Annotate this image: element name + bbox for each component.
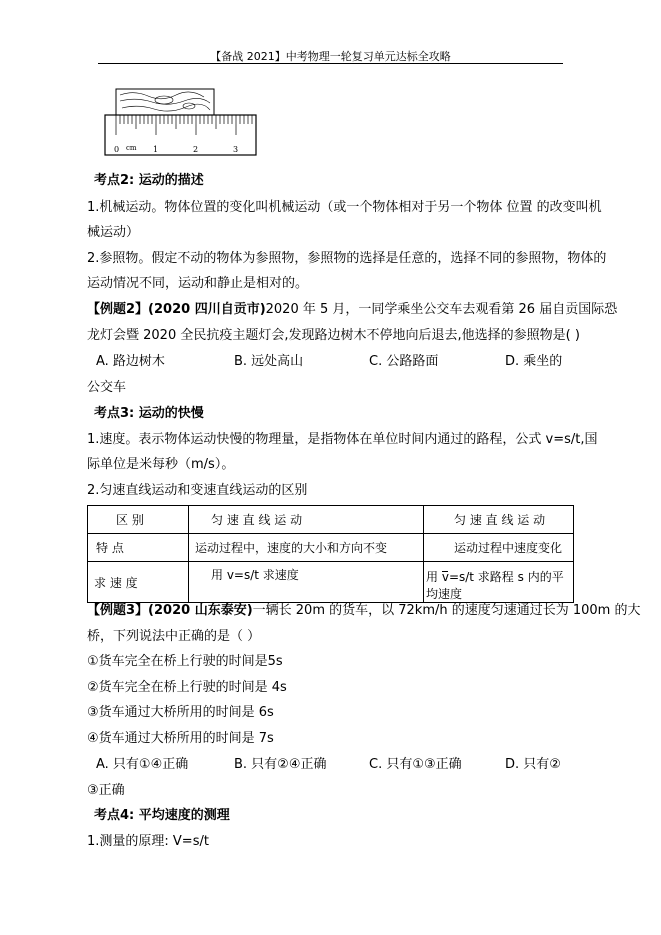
- example-3-text1: 一辆长 20m 的货车，以 72km/h 的速度匀速通过长为 100m 的大: [252, 603, 641, 618]
- example-2-option-a: A. 路边树木: [96, 354, 165, 369]
- table-row: [88, 562, 574, 603]
- table-cell: 求 速 度: [88, 562, 189, 603]
- table-row: [88, 534, 574, 562]
- s4-para1: 1.测量的原理: V=s/t: [87, 834, 209, 849]
- example-2-option-d: D. 乘坐的: [505, 354, 563, 369]
- ruler-label-3: 3: [233, 145, 239, 154]
- section-2-heading: 考点2: 运动的描述: [94, 173, 204, 188]
- ruler-unit: cm: [126, 144, 137, 152]
- ruler-label-2: 2: [193, 145, 199, 154]
- section-4-heading: 考点4: 平均速度的测理: [94, 808, 230, 823]
- example-3-line1: [87, 603, 640, 619]
- list-item: ④货车通过大桥所用的时间是 7s: [87, 731, 274, 746]
- table-cell: 特 点: [88, 534, 189, 562]
- example-2-option-b: B. 远处高山: [234, 354, 304, 369]
- table-header-cell: 匀 速 直 线 运 动: [424, 506, 574, 534]
- table-cell: 用 v=s/t 求速度: [189, 562, 424, 603]
- ruler-figure: [104, 88, 258, 156]
- table-cell: 运动过程中速度变化: [424, 534, 574, 562]
- list-item: ①货车完全在桥上行驶的时间是5s: [87, 654, 283, 669]
- example-2-option-d-cont: 公交车: [87, 380, 127, 395]
- table-header-cell: 匀 速 直 线 运 动: [189, 506, 424, 534]
- page-header: 【备战 2021】中考物理一轮复习单元达标全攻略: [210, 50, 451, 63]
- ruler-label-0: 0: [114, 145, 120, 154]
- example-2-tag: 【例题2】(2020 四川自贡市): [87, 302, 266, 317]
- ruler: [105, 115, 256, 155]
- table-cell-text: =s/t 求路程 s 内的平均速度: [426, 570, 564, 601]
- ruler-label-1: 1: [153, 145, 159, 154]
- s2-para2-line1: 2.参照物。假定不动的物体为参照物，参照物的选择是任意的，选择不同的参照物，物体的: [87, 251, 607, 266]
- example-3-option-a: A. 只有①④正确: [96, 757, 189, 772]
- table-header-row: [88, 506, 574, 534]
- example-3-option-c: C. 只有①③正确: [369, 757, 462, 772]
- header-divider: [98, 63, 563, 64]
- example-2-line1: [87, 302, 617, 318]
- example-2-text1: 2020 年 5 月，一同学乘坐公交车去观看第 26 届自贡国际恐: [265, 302, 618, 317]
- section-3-heading: 考点3: 运动的快慢: [94, 406, 204, 421]
- wood-block: [116, 89, 214, 115]
- s2-para1-line2: 械运动）: [87, 225, 140, 240]
- s3-para2: 2.匀速直线运动和变速直线运动的区别: [87, 483, 308, 498]
- example-3-tag: 【例题3】(2020 山东泰安): [87, 603, 253, 618]
- s2-para2-line2: 运动情况不同，运动和静止是相对的。: [87, 276, 309, 291]
- motion-comparison-table: [87, 505, 574, 603]
- list-item: ③货车通过大桥所用的时间是 6s: [87, 705, 274, 720]
- s2-para1-line1: 1.机械运动。物体位置的变化叫机械运动（或一个物体相对于另一个物体 位置 的改变叫机: [87, 200, 602, 215]
- table-header-cell: 区 别: [88, 506, 189, 534]
- s3-para1-line2: 际单位是米每秒（m/s）。: [87, 457, 235, 472]
- example-2-option-c: C. 公路路面: [369, 354, 439, 369]
- s3-para1-line1: 1.速度。表示物体运动快慢的物理量，是指物体在单位时间内通过的路程，公式 v=s/t,国: [87, 432, 598, 447]
- example-3-line2: 桥，下列说法中正确的是（ ）: [87, 629, 261, 644]
- table-cell-prefix: 用: [426, 570, 442, 584]
- table-cell: [424, 562, 574, 603]
- example-2-line2: 龙灯会暨 2020 全民抗疫主题灯会,发现路边树木不停地向后退去,他选择的参照物是( ): [87, 328, 580, 343]
- example-3-option-b: B. 只有②④正确: [234, 757, 327, 772]
- average-velocity-symbol: v: [441, 570, 449, 584]
- list-item: ②货车完全在桥上行驶的时间是 4s: [87, 680, 287, 695]
- example-3-option-d: D. 只有②: [505, 757, 561, 772]
- example-3-option-d-cont: ③正确: [87, 783, 125, 798]
- table-cell: 运动过程中，速度的大小和方向不变: [189, 534, 424, 562]
